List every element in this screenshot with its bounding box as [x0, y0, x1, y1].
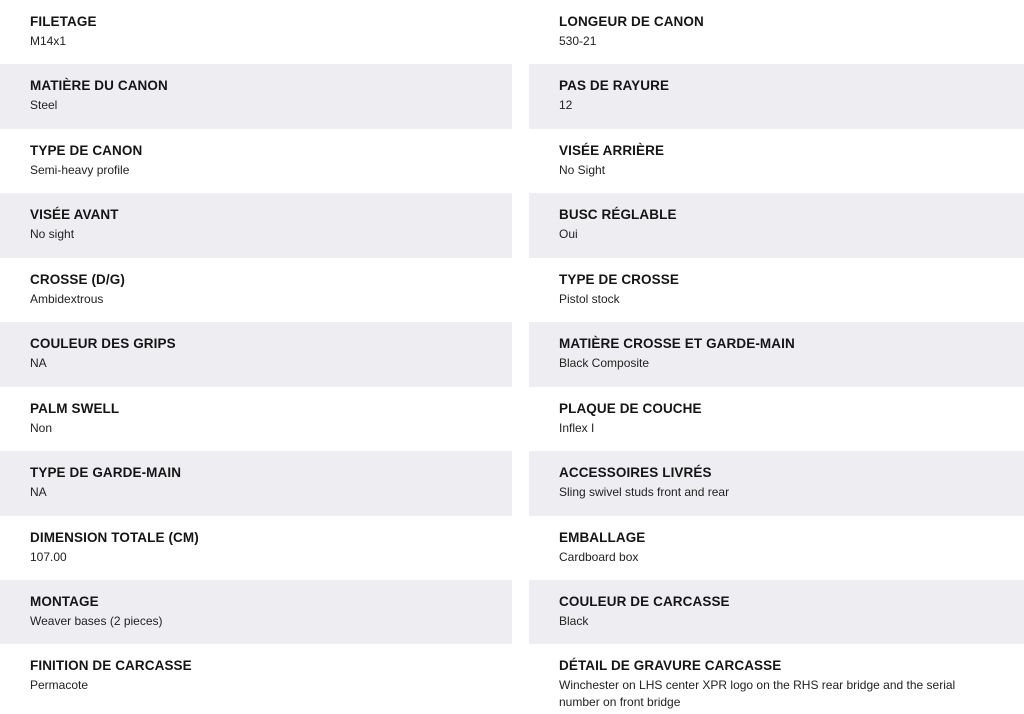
spec-label: COULEUR DE CARCASSE: [559, 593, 730, 609]
spec-label: VISÉE ARRIÈRE: [559, 142, 665, 158]
spec-row-detail-de-gravure-carcasse: [529, 644, 1024, 714]
spec-value: Semi-heavy profile: [30, 162, 130, 177]
spec-label: MONTAGE: [30, 593, 99, 609]
spec-row-accessoires-livres: [529, 451, 1024, 515]
specs-right-column: [529, 0, 1024, 714]
spec-value: Cardboard box: [559, 549, 639, 564]
spec-row-plaque-de-couche: [529, 387, 1024, 451]
spec-value: Oui: [559, 227, 578, 242]
spec-row-type-de-garde-main: [0, 451, 512, 515]
spec-value: Sling swivel studs front and rear: [559, 485, 730, 500]
spec-row-visee-arriere: [529, 129, 1024, 193]
spec-label: MATIÈRE DU CANON: [30, 78, 168, 94]
spec-row-dimension-totale: [0, 516, 512, 580]
spec-row-emballage: [529, 516, 1024, 580]
spec-value: Inflex I: [559, 420, 595, 435]
spec-label: FILETAGE: [30, 14, 97, 29]
spec-row-busc-reglable: [529, 193, 1024, 257]
spec-value: 107.00: [30, 549, 67, 564]
spec-value: 12: [559, 98, 573, 113]
spec-value: NA: [30, 356, 47, 371]
spec-value: Ambidextrous: [30, 291, 104, 306]
spec-value: Black: [559, 613, 589, 628]
spec-label: COULEUR DES GRIPS: [30, 336, 176, 352]
spec-row-filetage: [0, 0, 512, 64]
spec-label: DÉTAIL DE GRAVURE CARCASSE: [559, 658, 782, 674]
spec-value: No Sight: [559, 162, 606, 177]
spec-row-longeur-de-canon: [529, 0, 1024, 64]
spec-label: BUSC RÉGLABLE: [559, 207, 677, 223]
spec-value: Steel: [30, 98, 58, 113]
spec-label: LONGEUR DE CANON: [559, 14, 704, 29]
spec-label: DIMENSION TOTALE (CM): [30, 529, 199, 545]
spec-row-visee-avant: [0, 193, 512, 257]
spec-value: No sight: [30, 227, 75, 242]
spec-label: CROSSE (D/G): [30, 271, 125, 287]
spec-value: Permacote: [30, 678, 89, 693]
spec-label: TYPE DE CANON: [30, 142, 143, 158]
spec-value: M14x1: [30, 34, 67, 48]
spec-label: PALM SWELL: [30, 400, 120, 416]
spec-label: PLAQUE DE COUCHE: [559, 400, 702, 416]
spec-value: Winchester on LHS center XPR logo on the RHS rear bridge and the serial number on front bridge: [559, 678, 956, 710]
spec-label: PAS DE RAYURE: [559, 78, 670, 94]
spec-label: EMBALLAGE: [559, 529, 646, 545]
spec-row-montage: [0, 580, 512, 644]
spec-row-palm-swell: [0, 387, 512, 451]
spec-row-matiere-du-canon: [0, 64, 512, 128]
spec-value: 530-21: [559, 34, 597, 48]
spec-row-couleur-des-grips: [0, 322, 512, 386]
spec-row-crosse: [0, 258, 512, 322]
spec-label: MATIÈRE CROSSE ET GARDE-MAIN: [559, 336, 795, 352]
spec-value: Pistol stock: [559, 291, 620, 306]
spec-row-pas-de-rayure: [529, 64, 1024, 128]
spec-label: TYPE DE GARDE-MAIN: [30, 465, 182, 481]
spec-row-type-de-canon: [0, 129, 512, 193]
spec-label: VISÉE AVANT: [30, 207, 119, 223]
spec-row-type-de-crosse: [529, 258, 1024, 322]
spec-label: FINITION DE CARCASSE: [30, 658, 192, 674]
spec-value: NA: [30, 485, 47, 500]
spec-label: TYPE DE CROSSE: [559, 271, 679, 287]
spec-value: Non: [30, 420, 53, 435]
spec-row-couleur-de-carcasse: [529, 580, 1024, 644]
spec-row-finition-de-carcasse: [0, 644, 512, 714]
spec-value: Black Composite: [559, 356, 650, 371]
spec-label: ACCESSOIRES LIVRÉS: [559, 465, 712, 481]
spec-value: Weaver bases (2 pieces): [30, 613, 163, 628]
spec-row-matiere-crosse-garde-main: [529, 322, 1024, 386]
